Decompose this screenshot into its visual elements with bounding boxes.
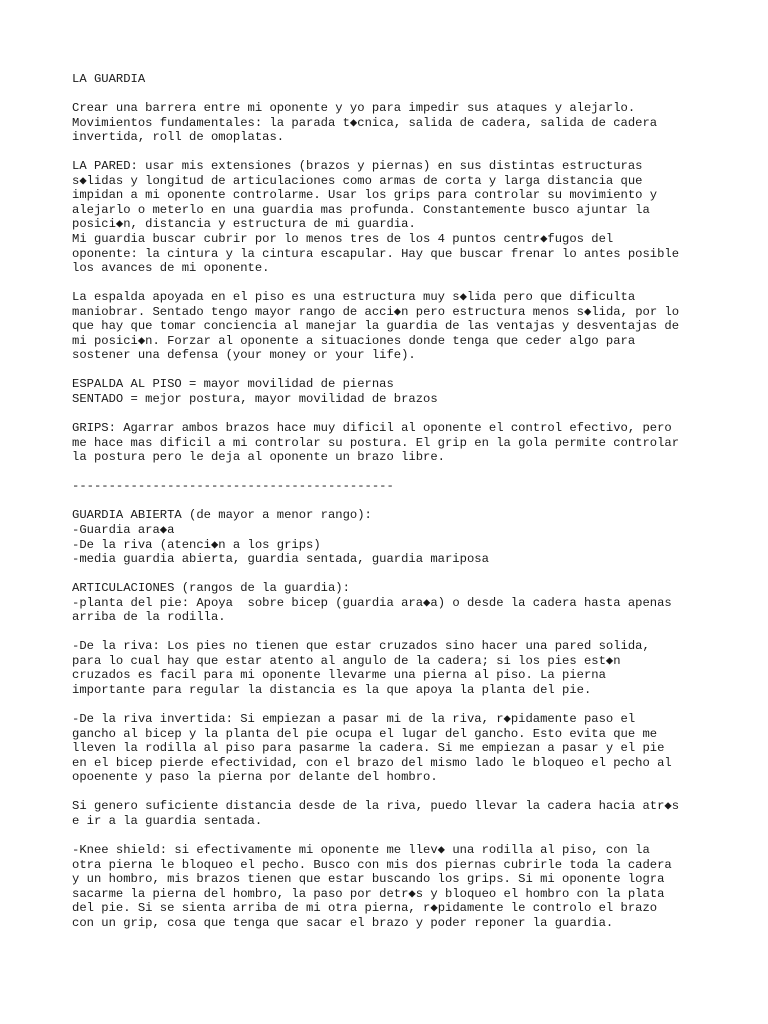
text-line: importante para regular la distancia es la que apoya la planta del pie. <box>72 682 592 697</box>
text-line: oponente: la cintura y la cintura escapular. Hay que buscar frenar lo antes posible <box>72 246 680 261</box>
paragraph <box>72 712 712 785</box>
text-line: y un hombro, mis brazos tienen que estar buscando los grips. Si mi oponente logra <box>72 872 665 887</box>
text-line: -De la riva (atenci◆n a los grips) <box>72 537 321 552</box>
paragraph <box>72 290 712 363</box>
text-line: cruzados es facil para mi oponente llevarme una pierna al piso. La pierna <box>72 668 606 683</box>
text-line: -media guardia abierta, guardia sentada, guardia mariposa <box>72 552 489 567</box>
text-line: Crear una barrera entre mi oponente y yo para impedir sus ataques y alejarlo. <box>72 101 636 116</box>
text-line: mi posici◆n. Forzar al oponente a situaciones donde tenga que ceder algo para <box>72 333 636 348</box>
text-line: Mi guardia buscar cubrir por lo menos tres de los 4 puntos centr◆fugos del <box>72 232 614 247</box>
text-line: Movimientos fundamentales: la parada t◆cnica, salida de cadera, salida de cadera <box>72 115 658 130</box>
text-line: SENTADO = mejor postura, mayor movilidad de brazos <box>72 392 438 407</box>
text-line: sacarme la pierna del hombro, la paso por detr◆s y bloqueo el hombro con la plata <box>72 886 665 901</box>
text-line: con un grip, cosa que tenga que sacar el brazo y poder reponer la guardia. <box>72 915 614 930</box>
text-line: -De la riva: Los pies no tienen que estar cruzados sino hacer una pared solida, <box>72 639 650 654</box>
text-line: arriba de la rodilla. <box>72 610 226 625</box>
text-line: Si genero suficiente distancia desde de la riva, puedo llevar la cadera hacia atr◆s <box>72 799 680 814</box>
text-line: posici◆n, distancia y estructura de mi guardia. <box>72 217 416 232</box>
paragraph <box>72 479 712 494</box>
text-line: invertida, roll de omoplatas. <box>72 130 285 145</box>
text-line: en el bicep pierde efectividad, con el brazo del mismo lado le bloqueo el pecho al <box>72 755 672 770</box>
text-line: sostener una defensa (your money or your life). <box>72 348 416 363</box>
text-line: ARTICULACIONES (rangos de la guardia): <box>72 581 350 596</box>
text-line: impidan a mi oponente controlarme. Usar los grips para controlar su movimiento y <box>72 188 658 203</box>
paragraph <box>72 639 712 697</box>
paragraph <box>72 377 712 406</box>
text-line: ESPALDA AL PISO = mayor movilidad de piernas <box>72 377 394 392</box>
document-title <box>72 72 712 87</box>
paragraph <box>72 101 712 145</box>
text-line: que hay que tomar conciencia al manejar la guardia de las ventajas y desventajas de <box>72 319 680 334</box>
document-body <box>72 72 712 945</box>
text-line: -Guardia ara◆a <box>72 522 175 537</box>
text-line: los avances de mi oponente. <box>72 261 270 276</box>
text-line: La espalda apoyada en el piso es una estructura muy s◆lida pero que dificulta <box>72 290 636 305</box>
text-line: -------------------------------------------- <box>72 479 394 494</box>
text-line: del pie. Si se sienta arriba de mi otra pierna, r◆pidamente le controlo el brazo <box>72 901 658 916</box>
paragraph <box>72 799 712 828</box>
text-line: -De la riva invertida: Si empiezan a pasar mi de la riva, r◆pidamente paso el <box>72 712 636 727</box>
text-line: opoenente y paso la pierna por delante del hombro. <box>72 770 438 785</box>
text-line: -planta del pie: Apoya sobre bicep (guardia ara◆a) o desde la cadera hasta apenas <box>72 595 672 610</box>
text-line: maniobrar. Sentado tengo mayor rango de acci◆n pero estructura menos s◆lida, por lo <box>72 304 680 319</box>
text-line: GUARDIA ABIERTA (de mayor a menor rango): <box>72 508 372 523</box>
paragraph <box>72 508 712 566</box>
paragraph <box>72 159 712 275</box>
title-text: LA GUARDIA <box>72 72 146 86</box>
text-line: -Knee shield: si efectivamente mi oponente me llev◆ una rodilla al piso, con la <box>72 842 650 857</box>
text-line: otra pierna le bloqueo el pecho. Busco con mis dos piernas cubrirle toda la cadera <box>72 857 672 872</box>
paragraph <box>72 421 712 465</box>
text-line: s◆lidas y longitud de articulaciones como armas de corta y larga distancia que <box>72 173 643 188</box>
text-line: para lo cual hay que estar atento al angulo de la cadera; si los pies est◆n <box>72 653 621 668</box>
paragraph <box>72 843 712 930</box>
text-line: me hace mas dificil a mi controlar su postura. El grip en la gola permite controlar <box>72 435 680 450</box>
text-line: GRIPS: Agarrar ambos brazos hace muy dificil al oponente el control efectivo, pero <box>72 421 672 436</box>
text-line: LA PARED: usar mis extensiones (brazos y piernas) en sus distintas estructuras <box>72 159 643 174</box>
paragraph <box>72 581 712 625</box>
text-line: lleven la rodilla al piso para pasarme la cadera. Si me empiezan a pasar y el pie <box>72 741 665 756</box>
text-line: e ir a la guardia sentada. <box>72 813 263 828</box>
text-line: alejarlo o meterlo en una guardia mas profunda. Constantemente busco ajuntar la <box>72 202 650 217</box>
text-line: la postura pero le deja al oponente un brazo libre. <box>72 450 445 465</box>
text-line: gancho al bicep y la planta del pie ocupa el lugar del gancho. Esto evita que me <box>72 726 658 741</box>
